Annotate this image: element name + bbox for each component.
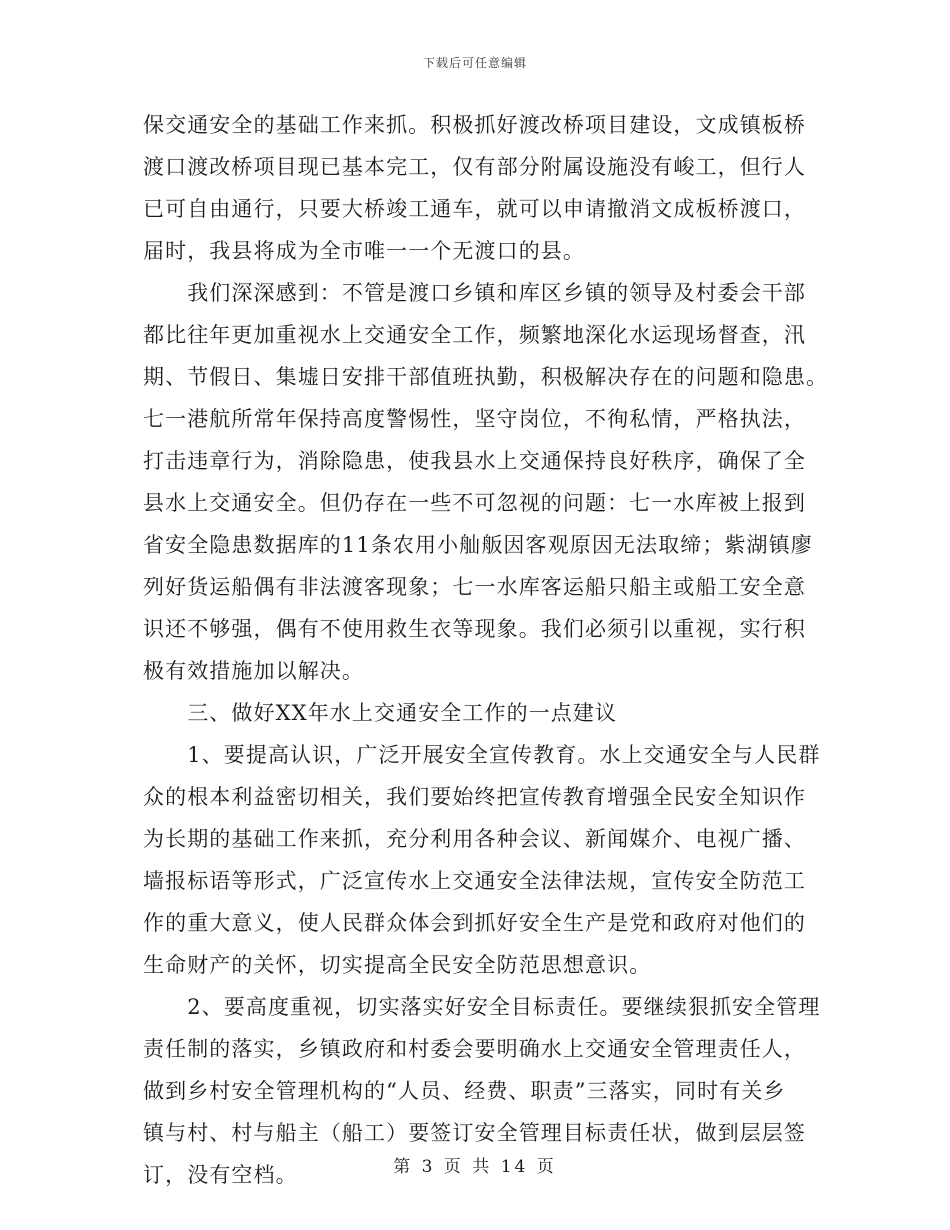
text-line: 订，没有空档。 xyxy=(143,1163,298,1187)
document-body xyxy=(143,104,829,1196)
text-line: 都比往年更加重视水上交通安全工作，频繁地深化水运现场督查，汛 xyxy=(143,323,806,347)
text-line: 三、做好XX年水上交通安全工作的一点建议 xyxy=(143,701,618,725)
text-line: 极有效措施加以解决。 xyxy=(143,659,364,683)
page-number-footer: 第 3 页 共 14 页 xyxy=(393,1157,557,1177)
text-line: 期、节假日、集墟日安排干部值班执勤，积极解决存在的问题和隐患。 xyxy=(143,365,829,389)
text-line: 打击违章行为，消除隐患，使我县水上交通保持良好秩序，确保了全 xyxy=(143,449,806,473)
text-line: 渡口渡改桥项目现已基本完工，仅有部分附属设施没有峻工，但行人 xyxy=(143,155,806,179)
text-line: 列好货运船偶有非法渡客现象；七一水库客运船只船主或船工安全意 xyxy=(143,575,806,599)
text-line: 届时，我县将成为全市唯一一个无渡口的县。 xyxy=(143,239,585,263)
text-line: 我们深深感到：不管是渡口乡镇和库区乡镇的领导及村委会干部 xyxy=(143,281,806,305)
text-line: 1、要提高认识，广泛开展安全宣传教育。水上交通安全与人民群 xyxy=(143,743,821,767)
text-line: 已可自由通行，只要大桥竣工通车，就可以申请撤消文成板桥渡口， xyxy=(143,197,806,221)
text-line: 众的根本利益密切相关，我们要始终把宣传教育增强全民安全知识作 xyxy=(143,785,806,809)
text-line: 生命财产的关怀，切实提高全民安全防范思想意识。 xyxy=(143,953,652,977)
text-line: 2、要高度重视，切实落实好安全目标责任。要继续狠抓安全管理 xyxy=(143,995,821,1019)
text-line: 县水上交通安全。但仍存在一些不可忽视的问题：七一水库被上报到 xyxy=(143,491,806,515)
text-line: 作的重大意义，使人民群众体会到抓好安全生产是党和政府对他们的 xyxy=(143,911,806,935)
text-line: 责任制的落实，乡镇政府和村委会要明确水上交通安全管理责任人， xyxy=(143,1037,806,1061)
text-line: 识还不够强，偶有不使用救生衣等现象。我们必须引以重视，实行积 xyxy=(143,617,806,641)
text-line: 保交通安全的基础工作来抓。积极抓好渡改桥项目建设，文成镇板桥 xyxy=(143,113,806,137)
text-line: 镇与村、村与船主（船工）要签订安全管理目标责任状，做到层层签 xyxy=(143,1121,806,1145)
page-header: 下载后可任意编辑 xyxy=(422,56,527,70)
text-line: 为长期的基础工作来抓，充分利用各种会议、新闻媒介、电视广播、 xyxy=(143,827,806,851)
text-line: 做到乡村安全管理机构的“人员、经费、职责”三落实，同时有关乡 xyxy=(143,1079,786,1103)
text-line: 墙报标语等形式，广泛宣传水上交通安全法律法规，宣传安全防范工 xyxy=(143,869,806,893)
text-line: 七一港航所常年保持高度警惕性，坚守岗位，不徇私情，严格执法， xyxy=(143,407,806,431)
text-line: 省安全隐患数据库的11条农用小舢舨因客观原因无法取缔；紫湖镇廖 xyxy=(143,533,813,557)
